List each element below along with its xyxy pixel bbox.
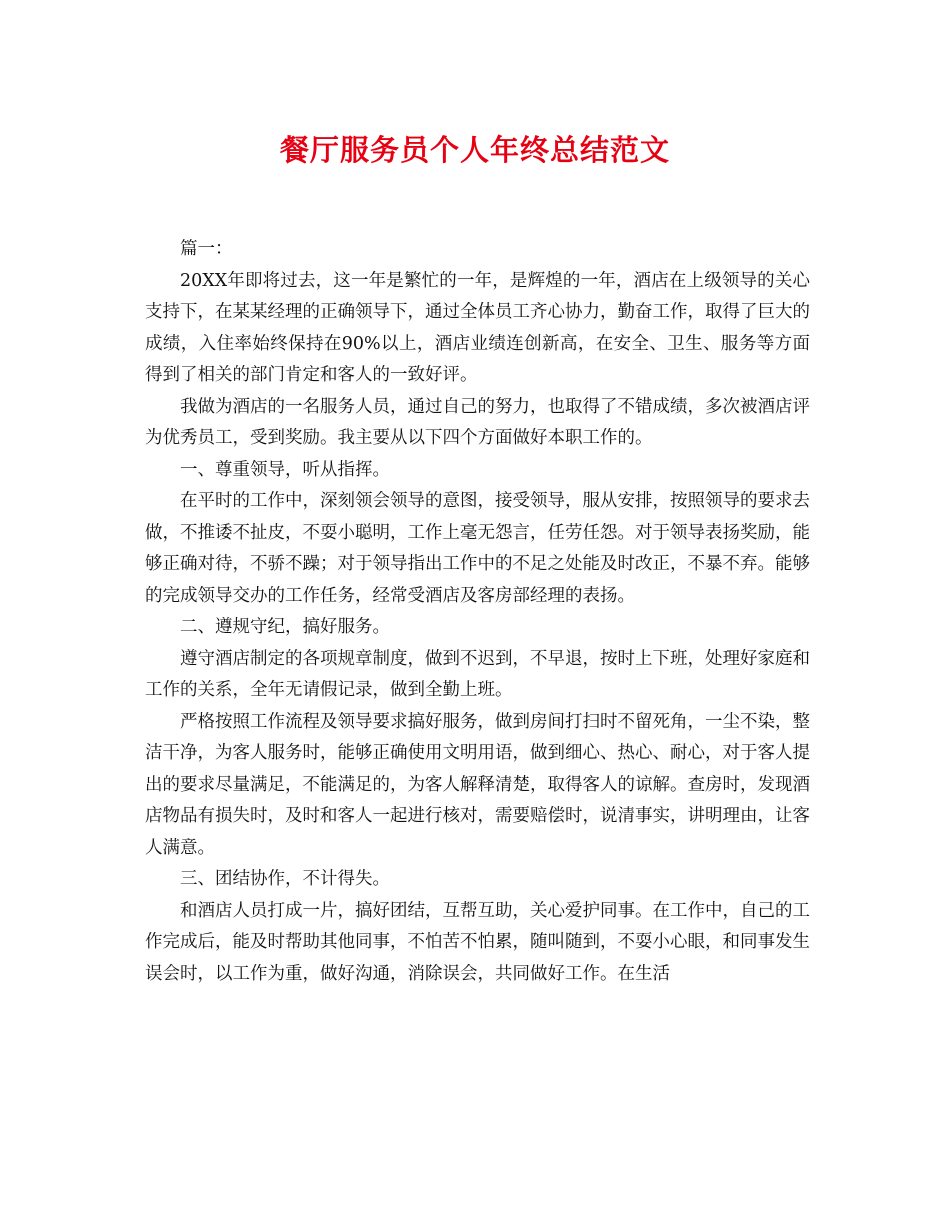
paragraph-section-label: 篇一： [180,239,233,259]
heading-respect-leaders: 一、尊重领导，听从指挥。 [180,459,390,480]
paragraph-respect-leaders: 在平时的工作中，深刻领会领导的意图，接受领导，服从安排，按照领导的要求去做，不推诿不扯皮，不耍小聪明，工作上毫无怨言，任劳任怨。对于领导表扬奖励，能够正确对待，不骄不躁；对于领导指出工作中的不足之处能及时改正，不暴不弃。能够的完成领导交办的工作任务，经常受酒店及客房部经理的表扬。 [145,491,810,606]
heading-follow-rules: 二、遵规守纪，搞好服务。 [180,617,390,637]
paragraph-intro: 20XX年即将过去，这一年是繁忙的一年，是辉煌的一年，酒店在上级领导的关心支持下，在某某经理的正确领导下，通过全体员工齐心协力，勤奋工作，取得了巨大的成绩，入住率始终保持在90%以上，酒店业绩连创新高，在安全、卫生、服务等方面得到了相关的部门肯定和客人的一致好评。 [145,270,810,385]
paragraph-self-summary: 我做为酒店的一名服务人员，通过自己的努力，也取得了不错成绩，多次被酒店评为优秀员工，受到奖励。我主要从以下四个方面做好本职工作的。 [145,396,810,448]
document-title: 餐厅服务员个人年终总结范文 [279,133,670,167]
paragraph-teamwork: 和酒店人员打成一片，搞好团结，互帮互助，关心爱护同事。在工作中，自己的工作完成后，能及时帮助其他同事，不怕苦不怕累，随叫随到，不耍小心眼，和同事发生误会时，以工作为重，做好沟通，消除误会，共同做好工作。在生活 [145,900,810,984]
paragraph-attendance: 遵守酒店制定的各项规章制度，做到不迟到，不早退，按时上下班，处理好家庭和工作的关系，全年无请假记录，做到全勤上班。 [145,648,810,700]
paragraph-service: 严格按照工作流程及领导要求搞好服务，做到房间打扫时不留死角，一尘不染，整洁干净，为客人服务时，能够正确使用文明用语，做到细心、热心、耐心，对于客人提出的要求尽量满足，不能满足的，为客人解释清楚，取得客人的谅解。查房时，发现酒店物品有损失时，及时和客人一起进行核对，需要赔偿时，说清事实，讲明理由，让客人满意。 [145,711,810,858]
heading-teamwork: 三、团结协作，不计得失。 [180,869,390,889]
document-body [145,234,810,990]
